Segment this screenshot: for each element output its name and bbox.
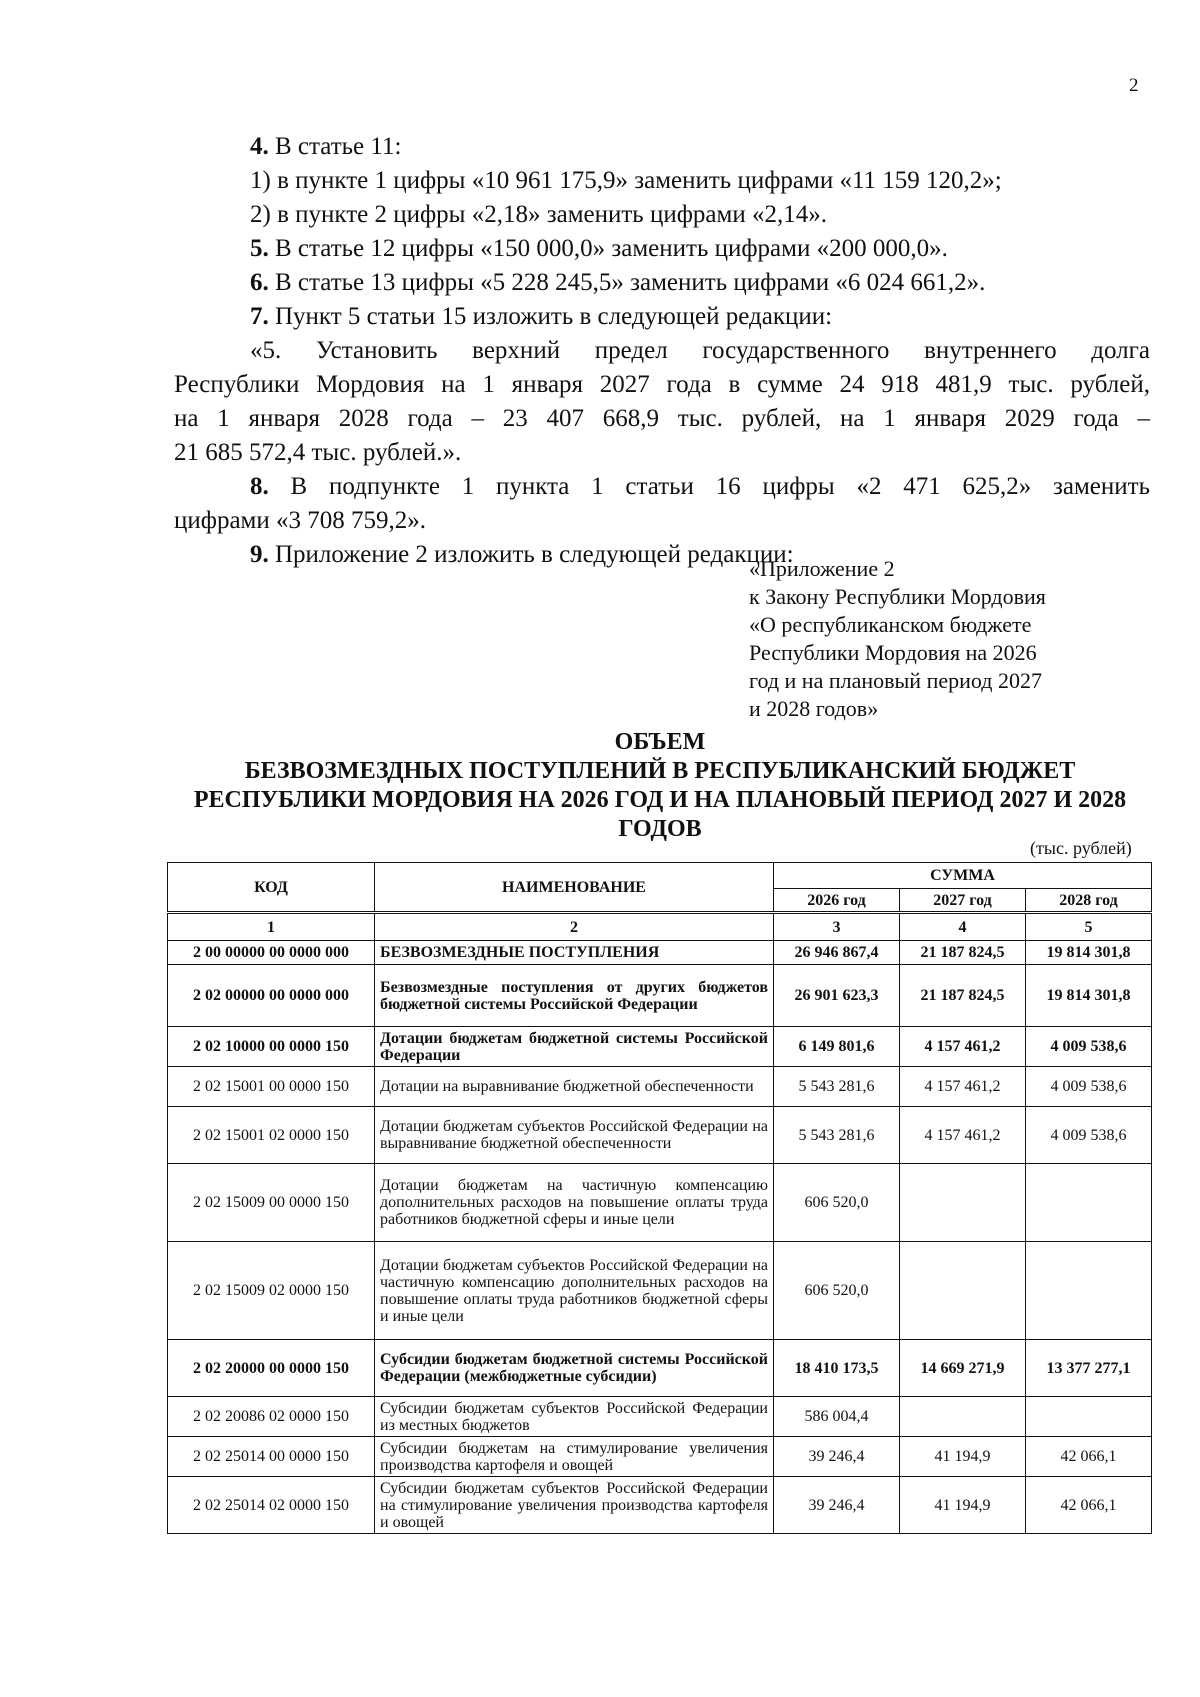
appendix-line: Республики Мордовия на 2026 — [749, 640, 1037, 665]
header-name: НАИМЕНОВАНИЕ — [375, 863, 774, 913]
quote-line-4: 21 685 572,4 тыс. рублей.». — [174, 439, 462, 466]
paragraph-4 — [250, 130, 401, 164]
row-code: 2 00 00000 00 0000 000 — [168, 941, 375, 965]
quote-line-3: на 1 января 2028 года – 23 407 668,9 тыс. рублей, на 1 января 2029 года – — [174, 405, 1150, 432]
row-name: Субсидии бюджетам субъектов Российской Федерации на стимулирование увеличения производства картофеля и овощей — [375, 1477, 774, 1534]
row-value-2026: 606 520,0 — [774, 1242, 900, 1340]
row-value-2028 — [1026, 1164, 1152, 1242]
row-value-2028 — [1026, 1242, 1152, 1340]
paragraph-4-2: 2) в пункте 2 цифры «2,18» заменить цифрами «2,14». — [250, 201, 827, 228]
table-row — [168, 1107, 1152, 1164]
table-row — [168, 1242, 1152, 1340]
column-number: 2 — [375, 913, 774, 941]
page-number: 2 — [1129, 75, 1139, 96]
paragraph-text: В статье 11: — [268, 133, 402, 160]
row-value-2027: 21 187 824,5 — [900, 965, 1026, 1027]
item-number: 5. — [250, 235, 269, 262]
appendix-line: «О республиканском бюджете — [749, 612, 1032, 637]
paragraph-5 — [250, 232, 948, 266]
row-code: 2 02 15001 02 0000 150 — [168, 1107, 375, 1164]
paragraph-text: В подпункте 1 пункта 1 статьи 16 цифры «2 471 625,2» заменить — [268, 473, 1150, 500]
budget-table — [167, 862, 1152, 1534]
row-value-2027 — [900, 1397, 1026, 1437]
appendix-header — [749, 555, 1046, 723]
row-value-2027: 41 194,9 — [900, 1437, 1026, 1477]
row-value-2028: 13 377 277,1 — [1026, 1340, 1152, 1397]
table-row — [168, 1027, 1152, 1067]
row-value-2026: 5 543 281,6 — [774, 1107, 900, 1164]
header-code: КОД — [168, 863, 375, 913]
item-number: 4. — [250, 133, 269, 160]
appendix-line: «Приложение 2 — [749, 556, 895, 581]
table-row — [168, 1340, 1152, 1397]
paragraph-7 — [250, 300, 832, 334]
row-value-2026: 18 410 173,5 — [774, 1340, 900, 1397]
row-value-2027 — [900, 1164, 1026, 1242]
quote-line-2: Республики Мордовия на 1 января 2027 года в сумме 24 918 481,9 тыс. рублей, — [174, 371, 1150, 398]
appendix-line: к Закону Республики Мордовия — [749, 584, 1046, 609]
row-value-2028: 19 814 301,8 — [1026, 965, 1152, 1027]
row-code: 2 02 15009 02 0000 150 — [168, 1242, 375, 1340]
appendix-line: и 2028 годов» — [749, 696, 879, 721]
header-sum: СУММА — [774, 863, 1152, 889]
row-name: Субсидии бюджетам на стимулирование увеличения производства картофеля и овощей — [375, 1437, 774, 1477]
row-value-2028: 19 814 301,8 — [1026, 941, 1152, 965]
paragraph-text: В статье 13 цифры «5 228 245,5» заменить цифрами «6 024 661,2». — [268, 269, 986, 296]
row-value-2027: 4 157 461,2 — [900, 1067, 1026, 1107]
row-value-2026: 26 901 623,3 — [774, 965, 900, 1027]
row-value-2026: 606 520,0 — [774, 1164, 900, 1242]
row-name: Дотации бюджетам субъектов Российской Федерации на частичную компенсацию дополнительных расходов на повышение оплаты труда работников бюджетной сферы и иные цели — [375, 1242, 774, 1340]
row-code: 2 02 20086 02 0000 150 — [168, 1397, 375, 1437]
item-number: 6. — [250, 269, 269, 296]
table-row — [168, 1164, 1152, 1242]
table-row — [168, 1397, 1152, 1437]
row-code: 2 02 15001 00 0000 150 — [168, 1067, 375, 1107]
row-value-2026: 39 246,4 — [774, 1477, 900, 1534]
paragraph-8-cont: цифрами «3 708 759,2». — [174, 507, 427, 534]
table-row — [168, 1437, 1152, 1477]
paragraph-text: Пункт 5 статьи 15 изложить в следующей редакции: — [268, 303, 833, 330]
row-value-2027 — [900, 1242, 1026, 1340]
table-title — [170, 728, 1150, 844]
row-name: Дотации на выравнивание бюджетной обеспеченности — [375, 1067, 774, 1107]
header-year-2026: 2026 год — [774, 889, 900, 913]
row-code: 2 02 00000 00 0000 000 — [168, 965, 375, 1027]
paragraph-6 — [250, 266, 985, 300]
paragraph-4-1: 1) в пункте 1 цифры «10 961 175,9» заменить цифрами «11 159 120,2»; — [250, 167, 1002, 194]
paragraph-text: В статье 12 цифры «150 000,0» заменить цифрами «200 000,0». — [268, 235, 948, 262]
row-code: 2 02 25014 02 0000 150 — [168, 1477, 375, 1534]
row-value-2027: 4 157 461,2 — [900, 1027, 1026, 1067]
row-name: Субсидии бюджетам бюджетной системы Российской Федерации (межбюджетные субсидии) — [375, 1340, 774, 1397]
row-name: Дотации бюджетам на частичную компенсацию дополнительных расходов на повышение оплаты труда работников бюджетной сферы и иные цели — [375, 1164, 774, 1242]
table-row — [168, 941, 1152, 965]
row-value-2028: 42 066,1 — [1026, 1477, 1152, 1534]
column-number: 1 — [168, 913, 375, 941]
item-number: 8. — [250, 473, 269, 500]
title-line: ГОДОВ — [618, 816, 702, 842]
column-numbers-row — [168, 913, 1152, 941]
row-value-2026: 39 246,4 — [774, 1437, 900, 1477]
row-value-2026: 26 946 867,4 — [774, 941, 900, 965]
row-value-2026: 586 004,4 — [774, 1397, 900, 1437]
row-value-2027: 41 194,9 — [900, 1477, 1026, 1534]
row-code: 2 02 10000 00 0000 150 — [168, 1027, 375, 1067]
item-number: 9. — [250, 541, 269, 568]
title-line: ОБЪЕМ — [614, 729, 706, 755]
row-value-2027: 14 669 271,9 — [900, 1340, 1026, 1397]
row-name: Дотации бюджетам субъектов Российской Федерации на выравнивание бюджетной обеспеченности — [375, 1107, 774, 1164]
row-name: Субсидии бюджетам субъектов Российской Федерации из местных бюджетов — [375, 1397, 774, 1437]
units-label: (тыс. рублей) — [1030, 838, 1132, 858]
row-code: 2 02 20000 00 0000 150 — [168, 1340, 375, 1397]
row-value-2026: 6 149 801,6 — [774, 1027, 900, 1067]
header-year-2028: 2028 год — [1026, 889, 1152, 913]
row-name: Безвозмездные поступления от других бюджетов бюджетной системы Российской Федерации — [375, 965, 774, 1027]
title-line: БЕЗВОЗМЕЗДНЫХ ПОСТУПЛЕНИЙ В РЕСПУБЛИКАНСКИЙ БЮДЖЕТ — [244, 758, 1076, 784]
row-name: Дотации бюджетам бюджетной системы Российской Федерации — [375, 1027, 774, 1067]
row-value-2028: 4 009 538,6 — [1026, 1027, 1152, 1067]
header-year-2027: 2027 год — [900, 889, 1026, 913]
item-number: 7. — [250, 303, 269, 330]
row-value-2028: 4 009 538,6 — [1026, 1067, 1152, 1107]
title-line: РЕСПУБЛИКИ МОРДОВИЯ НА 2026 ГОД И НА ПЛАНОВЫЙ ПЕРИОД 2027 И 2028 — [193, 787, 1127, 813]
table-row — [168, 965, 1152, 1027]
row-code: 2 02 25014 00 0000 150 — [168, 1437, 375, 1477]
row-value-2028: 4 009 538,6 — [1026, 1107, 1152, 1164]
row-value-2026: 5 543 281,6 — [774, 1067, 900, 1107]
column-number: 5 — [1026, 913, 1152, 941]
column-number: 3 — [774, 913, 900, 941]
table-row — [168, 1067, 1152, 1107]
appendix-line: год и на плановый период 2027 — [749, 668, 1042, 693]
paragraph-text: Приложение 2 изложить в следующей редакции: — [268, 541, 794, 568]
row-code: 2 02 15009 00 0000 150 — [168, 1164, 375, 1242]
table-row — [168, 1477, 1152, 1534]
quote-line-1: «5. Установить верхний предел государственного внутреннего долга — [250, 337, 1150, 364]
row-value-2027: 4 157 461,2 — [900, 1107, 1026, 1164]
paragraph-8 — [250, 470, 1150, 504]
row-value-2028: 42 066,1 — [1026, 1437, 1152, 1477]
row-value-2027: 21 187 824,5 — [900, 941, 1026, 965]
column-number: 4 — [900, 913, 1026, 941]
row-value-2028 — [1026, 1397, 1152, 1437]
paragraph-9 — [250, 538, 794, 572]
row-name: БЕЗВОЗМЕЗДНЫЕ ПОСТУПЛЕНИЯ — [375, 941, 774, 965]
